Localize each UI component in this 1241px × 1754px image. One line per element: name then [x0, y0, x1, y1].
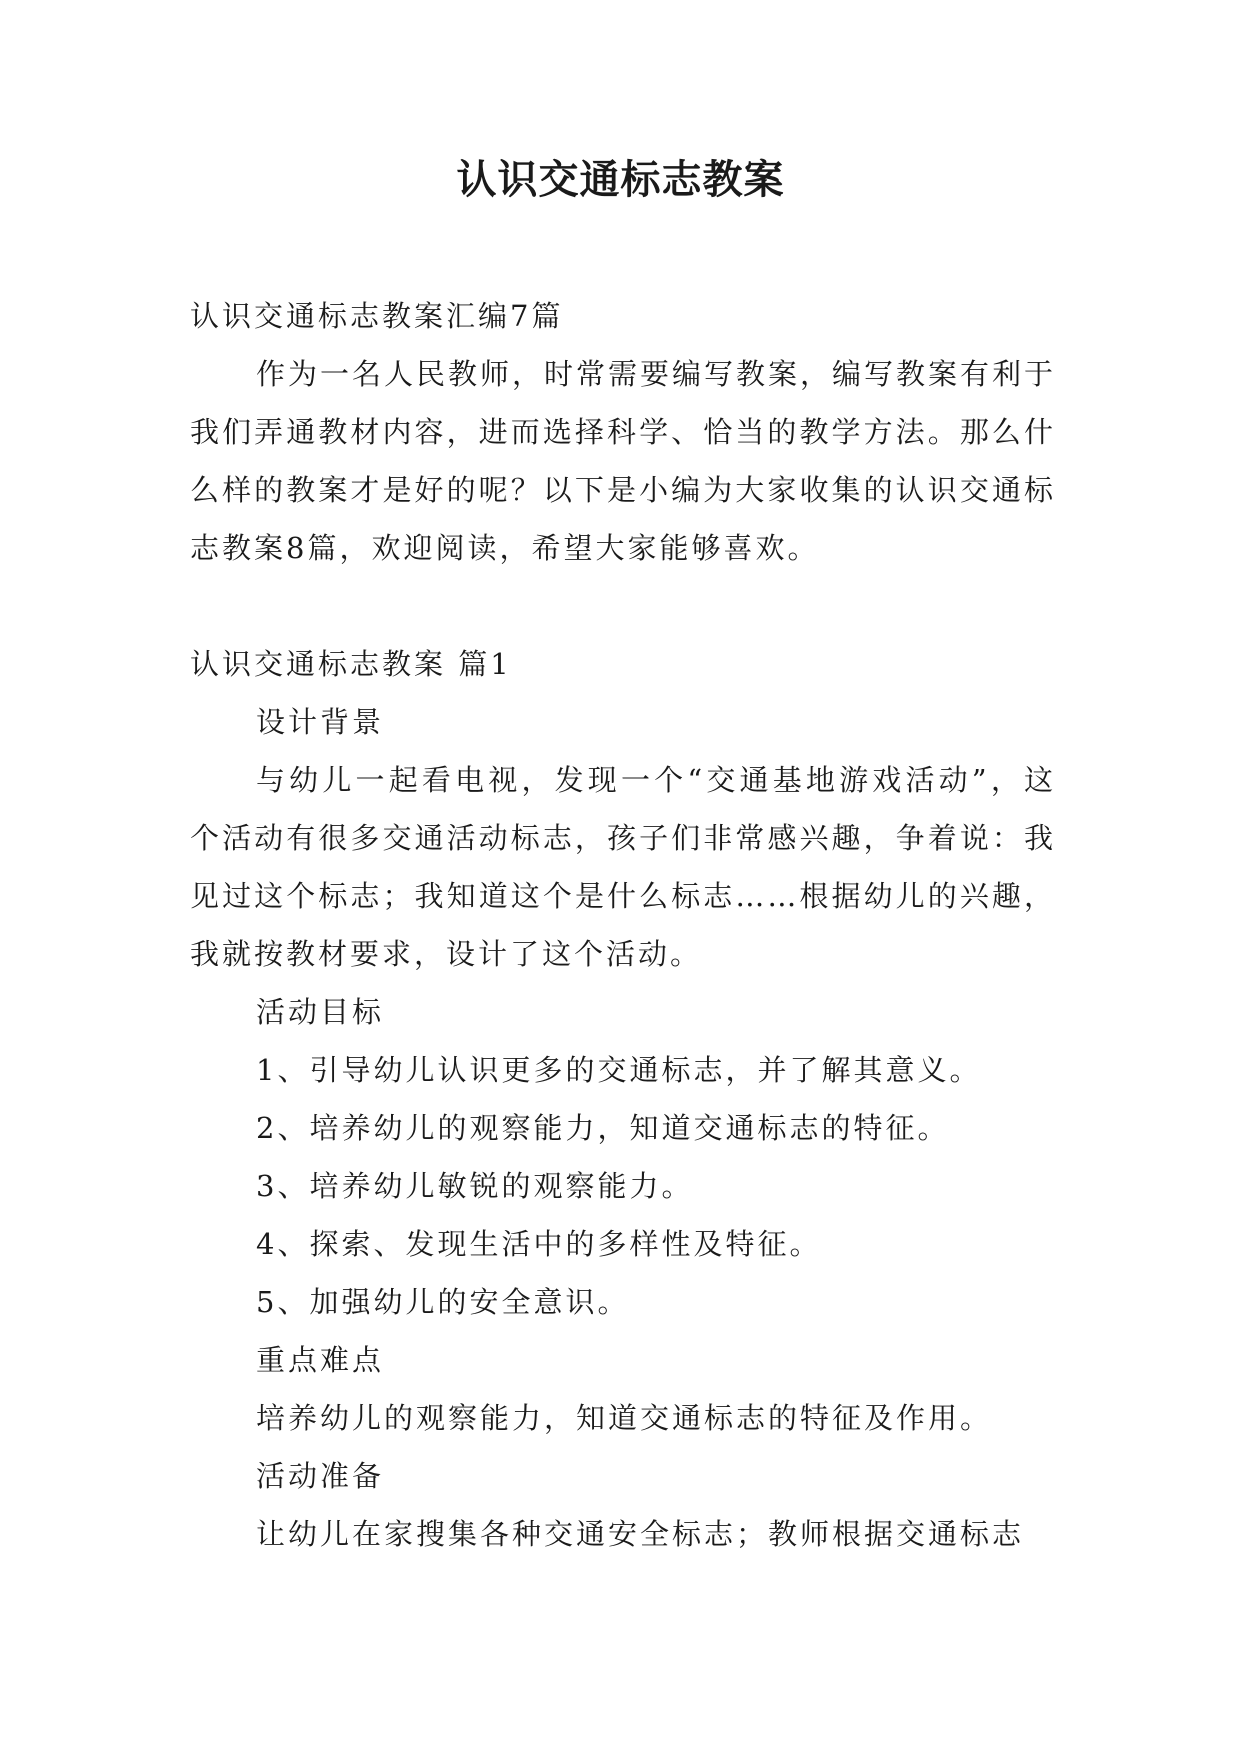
document-body	[190, 287, 1056, 1563]
section-heading: 认识交通标志教案 篇1	[190, 647, 512, 681]
design-background-label: 设计背景	[256, 705, 385, 739]
key-points-text: 培养幼儿的观察能力，知道交通标志的特征及作用。	[256, 1401, 993, 1435]
preparation-text: 让幼儿在家搜集各种交通安全标志；教师根据交通标志	[256, 1517, 1025, 1551]
preparation-label: 活动准备	[256, 1459, 385, 1493]
goal-item: 1、引导幼儿认识更多的交通标志，并了解其意义。	[256, 1053, 982, 1087]
goals-label: 活动目标	[256, 995, 385, 1029]
design-background-text: 与幼儿一起看电视，发现一个“交通基地游戏活动”，这个活动有很多交通活动标志，孩子们非常感兴趣，争着说：我见过这个标志；我知道这个是什么标志……根据幼儿的兴趣，我就按教材要求，设计了这个活动。	[190, 763, 1056, 971]
collection-heading: 认识交通标志教案汇编7篇	[190, 299, 564, 333]
goal-item: 3、培养幼儿敏锐的观察能力。	[256, 1169, 694, 1203]
document-title: 认识交通标志教案	[456, 156, 785, 203]
section-spacer	[190, 577, 1056, 635]
goal-item: 4、探索、发现生活中的多样性及特征。	[256, 1227, 822, 1261]
goal-item: 5、加强幼儿的安全意识。	[256, 1285, 630, 1319]
key-points-label: 重点难点	[256, 1343, 385, 1377]
goal-item: 2、培养幼儿的观察能力，知道交通标志的特征。	[256, 1111, 950, 1145]
intro-paragraph: 作为一名人民教师，时常需要编写教案，编写教案有利于我们弄通教材内容，进而选择科学、恰当的教学方法。那么什么样的教案才是好的呢？以下是小编为大家收集的认识交通标志教案8篇，欢迎阅读，希望大家能够喜欢。	[190, 357, 1057, 565]
